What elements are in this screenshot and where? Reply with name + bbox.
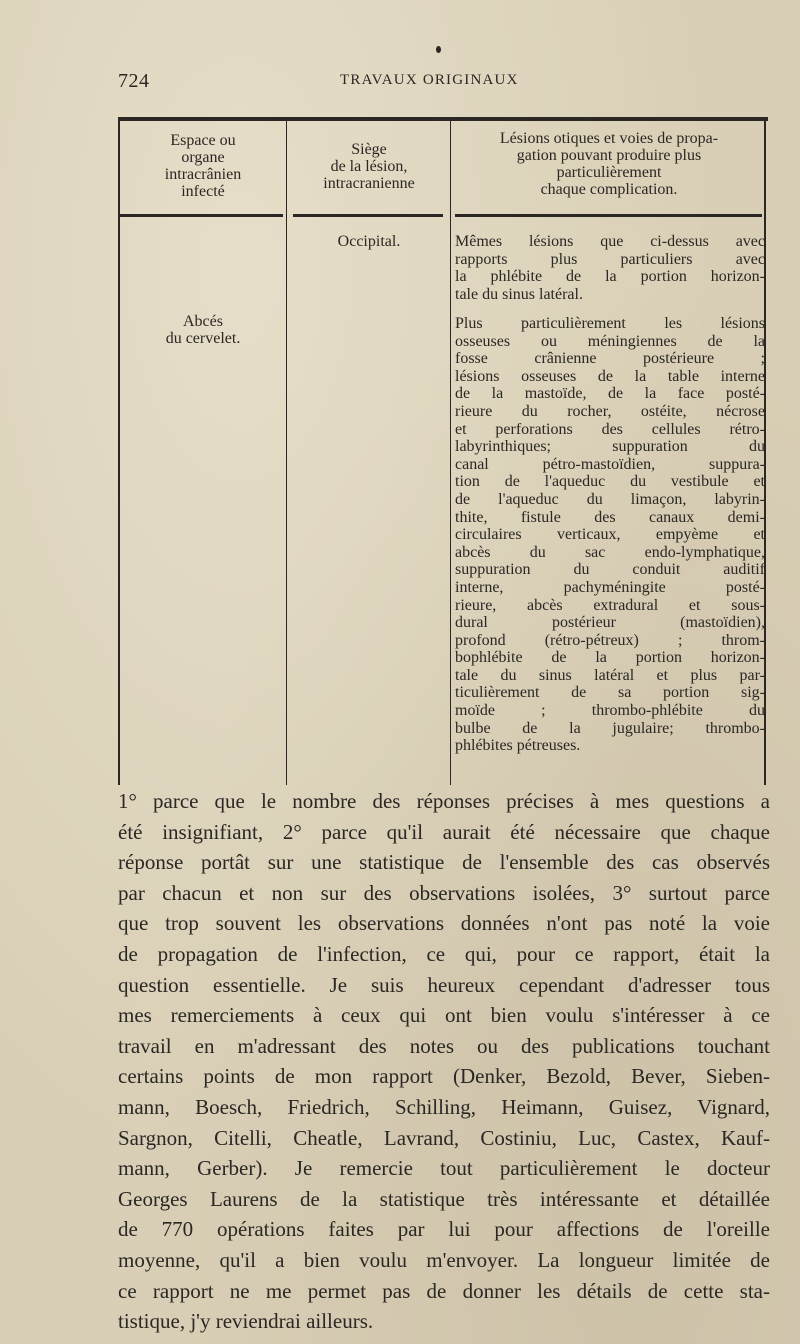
text-line: tale du sinus latéral. bbox=[455, 285, 583, 303]
body-line: par chacun et non sur des observations isolées, 3° surtout parce bbox=[118, 880, 770, 905]
text-line: la phlébite de la portion horizon- bbox=[455, 268, 765, 286]
body-line: réponse portât sur une statistique de l'ensemble des cas observés bbox=[118, 850, 770, 875]
text-line: fosse crânienne postérieure ; bbox=[455, 350, 765, 368]
text-line: rieure du rocher, ostéite, nécrose bbox=[455, 402, 765, 420]
body-line: de propagation de l'infection, ce qui, pour ce rapport, était la bbox=[118, 941, 770, 966]
text-line: tion de l'aqueduc du vestibule et bbox=[455, 473, 765, 491]
header-line: de la lésion, bbox=[330, 158, 408, 175]
text-line: phlébites pétreuses. bbox=[455, 737, 581, 755]
text-line: suppuration du conduit auditif bbox=[455, 561, 765, 579]
header-line: particulièrement bbox=[556, 164, 662, 181]
cell-lesion-seat: Occipital. bbox=[337, 233, 401, 250]
body-line: ce rapport ne me permet pas de donner les détails de cette sta- bbox=[118, 1278, 770, 1303]
column-divider-1 bbox=[286, 121, 287, 785]
header-line: infecté bbox=[181, 183, 225, 200]
page-number: 724 bbox=[118, 70, 150, 92]
header-line: Lésions otiques et voies de propa- bbox=[499, 130, 719, 147]
text-line: profond (rétro-pétreux) ; throm- bbox=[455, 631, 765, 649]
text-line: canal pétro-mastoïdien, suppura- bbox=[455, 455, 765, 473]
text-line: ticulièrement de sa portion sig- bbox=[455, 684, 765, 702]
cell-lesions-block-1 bbox=[455, 233, 765, 303]
header-line: Siège bbox=[351, 141, 387, 158]
text-line: lésions osseuses de la table interne bbox=[455, 367, 765, 385]
body-line: 1° parce que le nombre des réponses précises à mes questions a bbox=[118, 789, 770, 813]
text-line: bulbe de la jugulaire; thrombo- bbox=[455, 719, 765, 737]
body-line: que trop souvent les observations données n'ont pas noté la voie bbox=[118, 911, 770, 936]
body-line: moyenne, qu'il a bien voulu m'envoyer. La longueur limitée de bbox=[118, 1247, 770, 1272]
ink-dot bbox=[436, 46, 441, 53]
text-line: de l'aqueduc du limaçon, labyrin- bbox=[455, 490, 765, 508]
text-line: de la mastoïde, de la face posté- bbox=[455, 385, 765, 403]
header-line: organe bbox=[181, 149, 225, 166]
text-line: dural postérieur (mastoïdien), bbox=[455, 614, 765, 632]
header-rule-2 bbox=[293, 214, 443, 217]
lesions-table bbox=[118, 117, 768, 785]
header-otic-lesions bbox=[452, 130, 766, 198]
header-lesion-seat bbox=[288, 141, 450, 192]
body-line: mes remerciements à ceux qui ont bien voulu s'intéresser à ce bbox=[118, 1003, 770, 1028]
header-line: intracranienne bbox=[323, 175, 415, 192]
body-line: mann, Boesch, Friedrich, Schilling, Heimann, Guisez, Vignard, bbox=[118, 1094, 770, 1119]
body-paragraph bbox=[118, 786, 770, 1337]
text-line: bophlébite de la portion horizon- bbox=[455, 649, 765, 667]
text-line: interne, pachyméningite posté- bbox=[455, 578, 765, 596]
cell-line: du cervelet. bbox=[165, 330, 241, 347]
text-line: tale du sinus latéral et plus par- bbox=[455, 666, 765, 684]
header-infected-space bbox=[122, 132, 284, 200]
text-line: circulaires verticaux, empyème et bbox=[455, 526, 765, 544]
text-line: Plus particulièrement les lésions bbox=[455, 315, 765, 332]
body-line: tistique, j'y reviendrai ailleurs. bbox=[118, 1309, 374, 1334]
text-line: labyrinthiques; suppuration du bbox=[455, 438, 765, 456]
body-line: certains points de mon rapport (Denker, Bezold, Bever, Sieben- bbox=[118, 1064, 770, 1089]
body-line: question essentielle. Je suis heureux cependant d'adresser tous bbox=[118, 972, 770, 997]
text-line: Mêmes lésions que ci-dessus avec bbox=[455, 233, 765, 250]
header-line: Espace ou bbox=[170, 132, 236, 149]
body-line: de 770 opérations faites par lui pour affections de l'oreille bbox=[118, 1217, 770, 1242]
cell-infected-space bbox=[122, 313, 284, 347]
text-line: rieure, abcès extradural et sous- bbox=[455, 596, 765, 614]
text-line: moïde ; thrombo-phlébite du bbox=[455, 702, 765, 720]
table-top-rule bbox=[118, 117, 768, 121]
header-rule-3 bbox=[455, 214, 762, 217]
text-line: rapports plus particuliers avec bbox=[455, 250, 765, 268]
body-line: mann, Gerber). Je remercie tout particulièrement le docteur bbox=[118, 1156, 770, 1181]
body-line: Georges Laurens de la statistique très intéressante et détaillée bbox=[118, 1186, 770, 1211]
text-line: et perforations des cellules rétro- bbox=[455, 420, 765, 438]
header-line: intracrânien bbox=[164, 166, 242, 183]
cell-lesions-block-2 bbox=[455, 315, 765, 755]
header-line: chaque complication. bbox=[540, 181, 678, 198]
header-line: gation pouvant produire plus bbox=[516, 147, 702, 164]
text-line: osseuses ou méningiennes de la bbox=[455, 332, 765, 350]
header-rule-1 bbox=[120, 214, 283, 217]
text-line: thite, fistule des canaux demi- bbox=[455, 508, 765, 526]
table-left-border bbox=[118, 117, 120, 785]
body-line: été insignifiant, 2° parce qu'il aurait été nécessaire que chaque bbox=[118, 819, 770, 844]
body-line: travail en m'adressant des notes ou des publications touchant bbox=[118, 1033, 770, 1058]
cell-line: Abcés bbox=[183, 313, 223, 330]
column-divider-2 bbox=[450, 121, 451, 785]
text-line: abcès du sac endo-lymphatique, bbox=[455, 543, 765, 561]
body-line: Sargnon, Citelli, Cheatle, Lavrand, Costiniu, Luc, Castex, Kauf- bbox=[118, 1125, 770, 1150]
running-head: TRAVAUX ORIGINAUX bbox=[340, 72, 519, 88]
